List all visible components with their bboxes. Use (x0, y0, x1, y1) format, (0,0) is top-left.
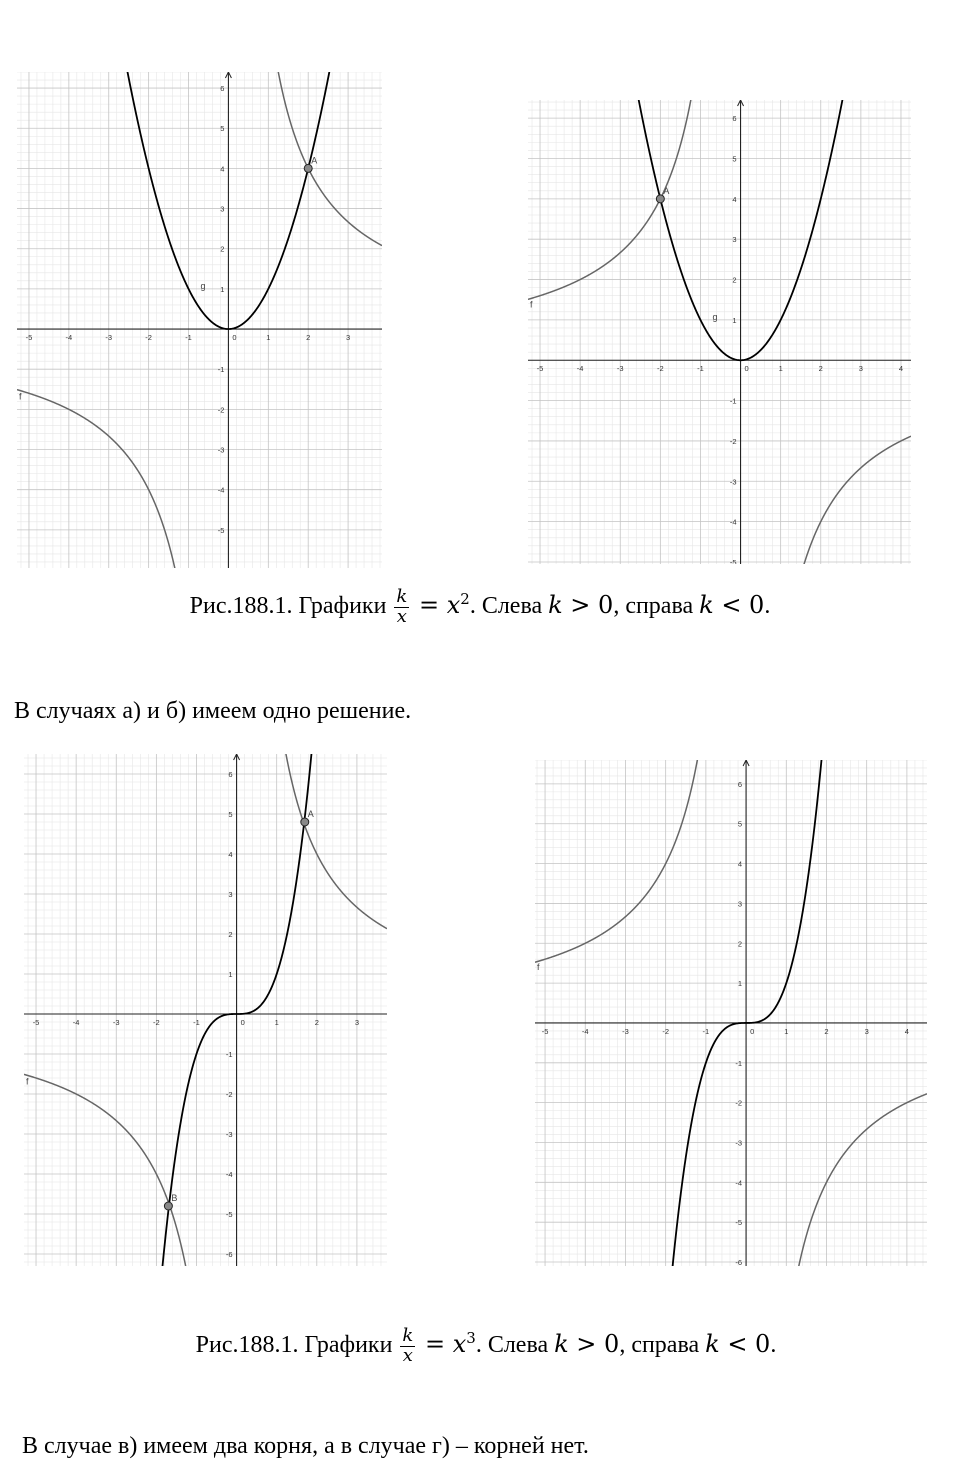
series-f-label: f (537, 962, 540, 973)
chart-svg-1 (17, 72, 382, 568)
caption-1-mid: . Слева (469, 592, 549, 619)
x-tick-label: -4 (72, 1018, 80, 1027)
x-tick-label: 1 (784, 1026, 789, 1036)
x-tick-label: 0 (744, 364, 749, 374)
plot-top-left (17, 72, 382, 568)
y-tick-label: -2 (225, 1090, 233, 1099)
caption-2-power: 3 (466, 1328, 476, 1347)
x-tick-label: 0 (240, 1018, 245, 1027)
y-tick-label: 1 (732, 315, 737, 325)
point-a-label: A (311, 155, 318, 166)
grid (535, 760, 927, 1266)
caption-1-end: . (764, 592, 771, 619)
curves (528, 100, 911, 564)
x-tick-label: -2 (657, 364, 664, 374)
y-tick-label: 4 (732, 194, 737, 204)
caption-1-relation-left: > 0 (562, 590, 614, 619)
y-tick-label: 3 (228, 890, 233, 899)
y-tick-label: 1 (737, 979, 743, 989)
series-f-curve (17, 390, 205, 568)
x-tick-label: 1 (266, 333, 271, 343)
caption-1-prefix: Рис.188.1. Графики (189, 592, 393, 619)
plot-top-right (528, 100, 911, 564)
x-tick-label: 4 (904, 1026, 909, 1036)
curves (24, 754, 387, 1266)
y-tick-label: 4 (228, 850, 233, 859)
grid (528, 100, 911, 564)
x-tick-label: 3 (864, 1026, 869, 1036)
caption-1-fraction (394, 588, 409, 627)
figure-caption-2 (6, 1327, 960, 1366)
series-f-label: f (530, 299, 533, 310)
paragraph-2: В случае в) имеем два корня, а в случае г) – корней нет. (22, 1433, 589, 1459)
point-a-label: A (307, 809, 314, 819)
x-tick-label: -5 (32, 1018, 40, 1027)
series-f-curve (765, 436, 911, 564)
x-tick-label: 4 (898, 364, 904, 374)
caption-2-equals: = (417, 1329, 453, 1358)
figure-caption-1 (0, 588, 960, 627)
curves (17, 72, 382, 568)
x-tick-label: -3 (622, 1026, 629, 1036)
y-tick-label: -1 (225, 1050, 233, 1059)
series-f-label: f (19, 391, 22, 402)
point-a (301, 818, 309, 826)
y-tick-label: -6 (735, 1258, 743, 1266)
point-b-label: B (171, 1193, 178, 1203)
x-tick-label: -1 (193, 1018, 200, 1027)
y-tick-label: 5 (228, 810, 233, 819)
series-f-curve (528, 100, 718, 299)
y-tick-label: 4 (220, 164, 225, 174)
caption-2-relation-left: > 0 (568, 1329, 620, 1358)
x-tick-label: 0 (232, 333, 237, 343)
y-tick-label: 5 (737, 819, 743, 829)
y-tick-label: 2 (220, 244, 225, 254)
y-tick-label: 1 (228, 970, 233, 979)
y-tick-label: -2 (729, 436, 737, 446)
x-tick-label: 1 (778, 364, 783, 374)
caption-2-end: . (770, 1331, 777, 1358)
x-tick-label: -1 (697, 364, 704, 374)
y-tick-label: 5 (732, 154, 737, 164)
paragraph-1: В случаях а) и б) имеем одно решение. (14, 698, 412, 724)
x-tick-label: -4 (576, 364, 584, 374)
caption-2-numerator: k (402, 1325, 414, 1346)
series-f-curve (24, 1074, 214, 1266)
caption-1-equals: = (411, 590, 447, 619)
y-tick-label: -6 (225, 1250, 233, 1259)
caption-1-relation-right: < 0 (713, 590, 765, 619)
caption-2-fraction (400, 1327, 415, 1366)
y-tick-label: 6 (737, 779, 743, 789)
caption-1-k-left: k (548, 590, 563, 619)
caption-2-sep: , справа (619, 1331, 706, 1358)
series-f-curve (769, 1094, 927, 1266)
y-tick-label: -4 (735, 1178, 743, 1188)
y-tick-label: 3 (220, 204, 225, 214)
y-tick-label: -5 (217, 525, 225, 535)
caption-1-k-right: k (699, 590, 714, 619)
y-tick-label: 6 (732, 114, 737, 124)
y-tick-label: -3 (735, 1138, 743, 1148)
caption-1-sep: , справа (613, 592, 700, 619)
series-f-label: f (26, 1076, 29, 1087)
chart-svg-2 (528, 100, 911, 564)
x-tick-label: 2 (824, 1026, 829, 1036)
x-tick-label: 2 (314, 1018, 319, 1027)
y-tick-label: 5 (220, 124, 225, 134)
x-tick-label: 1 (274, 1018, 279, 1027)
y-tick-label: -4 (217, 485, 225, 495)
grid (24, 754, 387, 1266)
y-tick-label: 2 (737, 939, 743, 949)
y-tick-label: -1 (217, 365, 225, 375)
x-tick-label: -2 (145, 333, 152, 343)
caption-1-numerator: k (396, 586, 408, 607)
x-tick-label: -2 (662, 1026, 670, 1036)
y-tick-label: 3 (737, 899, 743, 909)
y-tick-label: -1 (735, 1058, 743, 1068)
y-tick-label: 6 (220, 84, 225, 94)
y-tick-label: -3 (225, 1130, 233, 1139)
y-tick-label: 1 (220, 284, 225, 294)
x-tick-label: -5 (25, 333, 33, 343)
caption-2-mid: . Слева (475, 1331, 555, 1358)
y-tick-label: -5 (735, 1218, 743, 1228)
y-tick-label: -2 (217, 405, 225, 415)
series-f-curve (259, 754, 387, 929)
y-tick-label: 2 (228, 930, 233, 939)
y-tick-label: -3 (217, 445, 225, 455)
series-f-curve (535, 760, 724, 962)
x-tick-label: -5 (541, 1026, 549, 1036)
x-tick-label: -3 (112, 1018, 120, 1027)
x-tick-label: 3 (354, 1018, 360, 1027)
x-tick-label: 3 (858, 364, 863, 374)
y-tick-label: -4 (225, 1170, 233, 1179)
caption-1-denominator: x (396, 605, 407, 627)
series-g-label: g (712, 311, 718, 322)
series-g-label: g (200, 280, 206, 291)
y-tick-label: -5 (225, 1210, 233, 1219)
caption-2-k-left: k (554, 1329, 569, 1358)
caption-1-power: 2 (460, 589, 470, 608)
caption-1-rhs: x (446, 590, 461, 619)
caption-2-denominator: x (402, 1344, 413, 1366)
y-tick-label: -2 (735, 1098, 743, 1108)
x-tick-label: -1 (702, 1026, 710, 1036)
x-tick-label: -4 (65, 333, 73, 343)
y-tick-label: -3 (729, 477, 737, 487)
point-a (304, 164, 312, 172)
chart-svg-4 (535, 760, 927, 1266)
chart-svg-3 (24, 754, 387, 1266)
plot-bottom-left (24, 754, 387, 1266)
y-tick-label: -5 (729, 557, 737, 564)
x-tick-label: -1 (185, 333, 192, 343)
y-tick-label: 4 (737, 859, 743, 869)
x-tick-label: -3 (105, 333, 113, 343)
caption-2-relation-right: < 0 (719, 1329, 771, 1358)
x-tick-label: 2 (818, 364, 823, 374)
y-tick-label: -4 (729, 517, 737, 527)
y-tick-label: 6 (228, 770, 233, 779)
x-tick-label: -3 (616, 364, 624, 374)
point-a-label: A (663, 185, 670, 196)
caption-2-k-right: k (705, 1329, 720, 1358)
x-tick-label: 3 (346, 333, 351, 343)
point-b (164, 1202, 172, 1210)
y-tick-label: 2 (732, 275, 737, 285)
y-tick-label: -1 (729, 396, 737, 406)
x-tick-label: -5 (536, 364, 544, 374)
caption-2-prefix: Рис.188.1. Графики (195, 1331, 399, 1358)
caption-2-rhs: x (452, 1329, 467, 1358)
x-tick-label: 0 (750, 1026, 755, 1036)
point-a (656, 195, 664, 203)
x-tick-label: -4 (581, 1026, 589, 1036)
x-tick-label: -2 (153, 1018, 160, 1027)
plot-bottom-right (535, 760, 927, 1266)
grid (17, 72, 382, 568)
x-tick-label: 2 (306, 333, 311, 343)
y-tick-label: 3 (732, 235, 737, 245)
